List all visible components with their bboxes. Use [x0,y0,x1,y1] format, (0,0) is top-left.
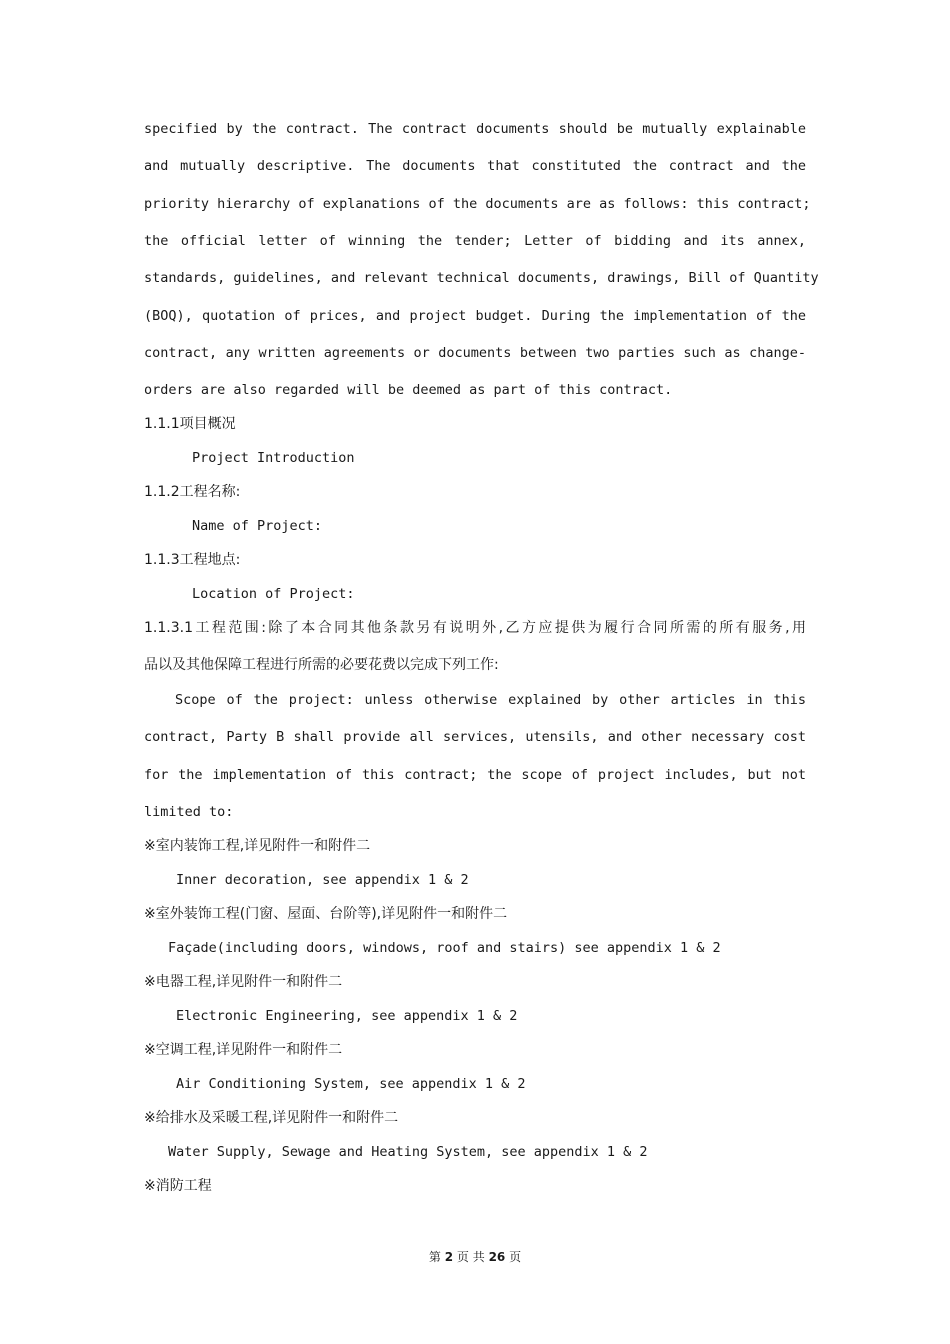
scope-item-english: Water Supply, Sewage and Heating System, see appendix 1 & 2 [168,1144,648,1160]
footer-prefix: 第 [428,1250,441,1264]
scope-item-chinese: ※室内装饰工程,详见附件一和附件二 [144,838,371,854]
paragraph-line: limited to: [144,804,234,820]
paragraph-line: (BOQ), quotation of prices, and project budget. During the implementation of the [144,308,806,324]
footer-suffix: 页 [509,1250,522,1264]
paragraph-line: the official letter of winning the tender; Letter of bidding and its annex, [144,233,806,249]
section-english-1-1-3: Location of Project: [192,586,355,602]
paragraph-line: priority hierarchy of explanations of the documents are as follows: this contract; [144,196,811,212]
scope-item-english: Inner decoration, see appendix 1 & 2 [176,872,469,888]
paragraph-line: contract, any written agreements or documents between two parties such as change- [144,345,806,361]
section-heading-1-1-3: 1.1.3工程地点: [144,552,241,568]
scope-item-chinese: ※室外装饰工程(门窗、屋面、台阶等),详见附件一和附件二 [144,906,508,922]
paragraph-line: and mutually descriptive. The documents that constituted the contract and the [144,158,806,174]
section-heading-1-1-2: 1.1.2工程名称: [144,484,241,500]
page-number: 2 [444,1250,454,1264]
scope-item-english: Façade(including doors, windows, roof and stairs) see appendix 1 & 2 [168,940,721,956]
paragraph-line: standards, guidelines, and relevant technical documents, drawings, Bill of Quantity [144,270,819,286]
paragraph-line: 品以及其他保障工程进行所需的必要花费以完成下列工作: [144,657,499,673]
scope-item-chinese: ※给排水及采暖工程,详见附件一和附件二 [144,1110,399,1126]
scope-item-chinese: ※消防工程 [144,1178,212,1194]
scope-item-chinese: ※空调工程,详见附件一和附件二 [144,1042,343,1058]
paragraph-line: 1.1.3.1工程范围:除了本合同其他条款另有说明外,乙方应提供为履行合同所需的所有服务,用 [144,620,806,636]
section-heading-1-1-1: 1.1.1项目概况 [144,416,236,432]
paragraph-line: contract, Party B shall provide all services, utensils, and other necessary cost [144,729,806,745]
page-total: 26 [488,1250,506,1264]
paragraph-line: for the implementation of this contract; the scope of project includes, but not [144,767,806,783]
footer-mid: 页 共 [456,1250,485,1264]
page-footer [0,1248,950,1266]
section-english-1-1-1: Project Introduction [192,450,355,466]
scope-item-english: Electronic Engineering, see appendix 1 & 2 [176,1008,518,1024]
paragraph-line: specified by the contract. The contract documents should be mutually explainable [144,121,806,137]
section-english-1-1-2: Name of Project: [192,518,323,534]
scope-item-chinese: ※电器工程,详见附件一和附件二 [144,974,343,990]
paragraph-line: orders are also regarded will be deemed as part of this contract. [144,382,673,398]
paragraph-line: Scope of the project: unless otherwise explained by other articles in this [175,692,806,708]
scope-item-english: Air Conditioning System, see appendix 1 & 2 [176,1076,526,1092]
